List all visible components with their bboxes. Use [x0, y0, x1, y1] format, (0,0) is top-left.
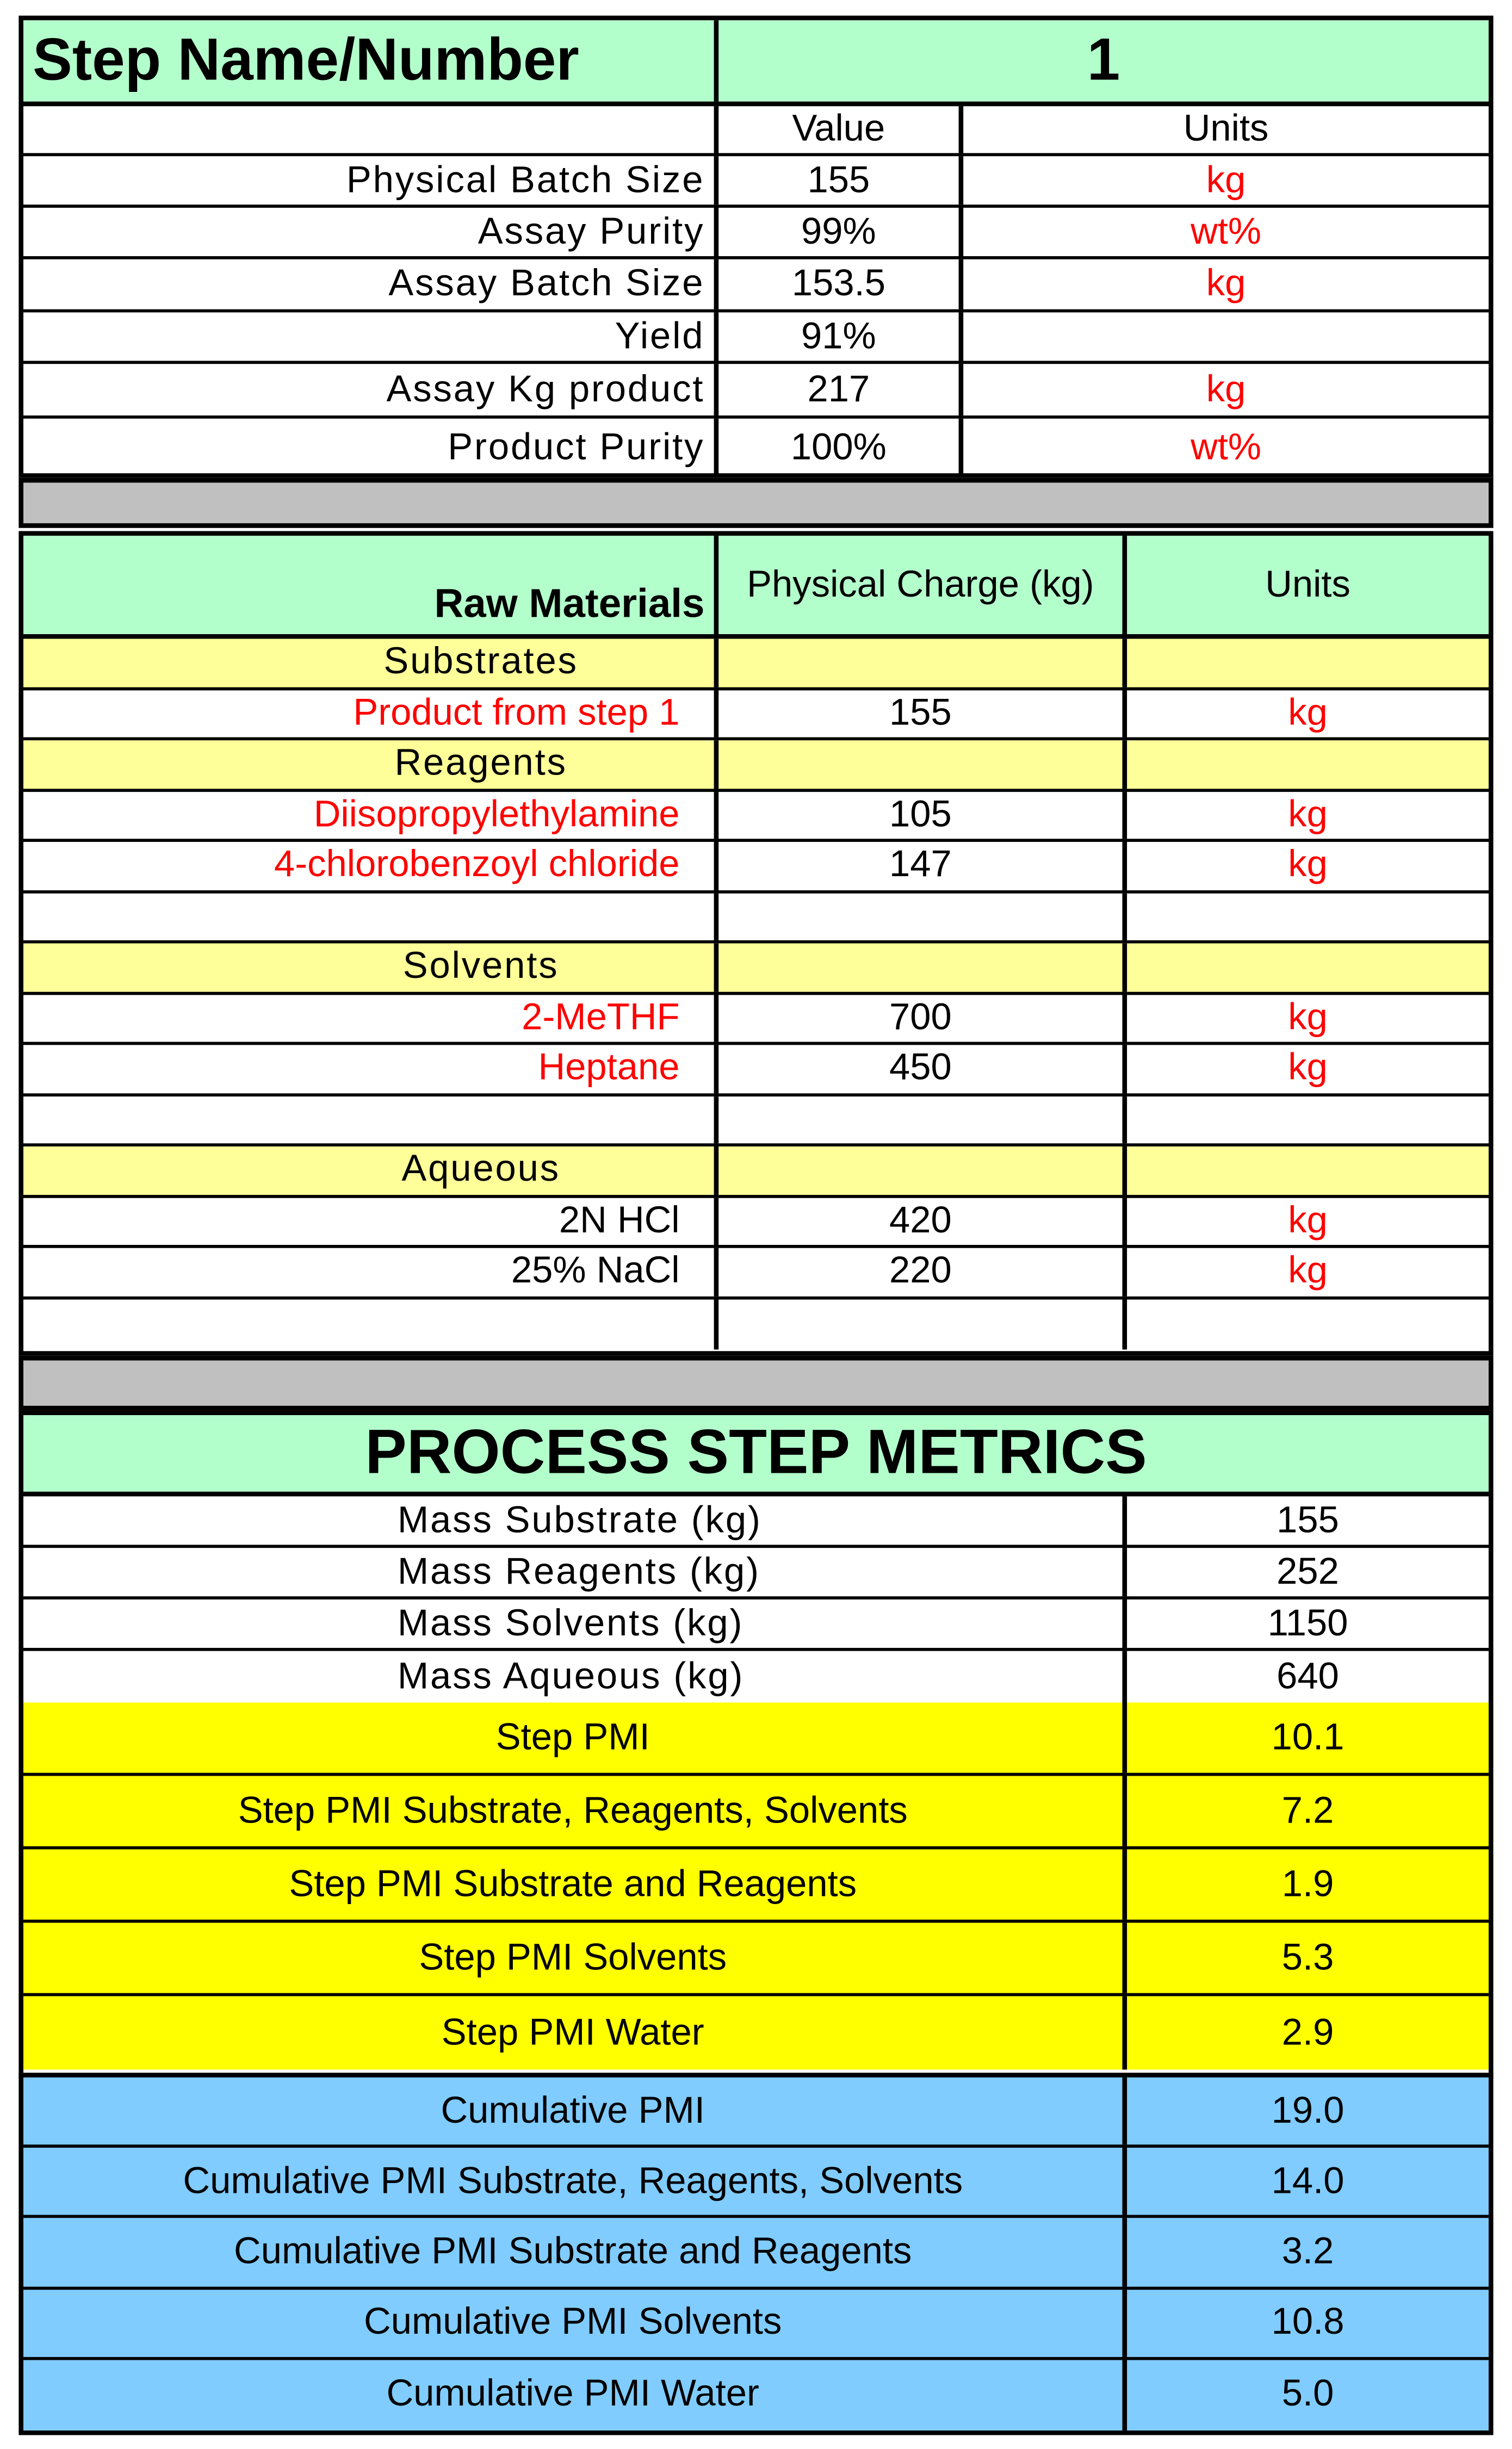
material-charge — [718, 892, 1127, 940]
mass-label: Mass Reagents (kg) — [23, 1548, 1127, 1596]
material-charge: 220 — [718, 1248, 1127, 1296]
material-unit: kg — [1288, 996, 1328, 1039]
material-charge: 420 — [718, 1197, 1127, 1245]
material-unit: kg — [1288, 691, 1328, 734]
material-name — [23, 892, 718, 940]
material-charge — [718, 740, 1127, 788]
step-pmi-row — [23, 1849, 1489, 1923]
mass-label: Mass Solvents (kg) — [23, 1599, 1127, 1648]
material-row — [23, 1045, 1489, 1095]
category-label: Substrates — [23, 639, 718, 687]
material-name — [23, 1299, 718, 1349]
material-name — [23, 1096, 718, 1144]
summary-label: Assay Purity — [23, 208, 718, 256]
col-raw-units: Units — [1265, 563, 1350, 605]
blank-cell — [23, 106, 718, 153]
step-pmi-label: Step PMI Substrate and Reagents — [23, 1849, 1127, 1919]
summary-label: Product Purity — [23, 419, 718, 476]
summary-unit — [963, 312, 1489, 361]
material-unit: kg — [1288, 1250, 1328, 1292]
cumulative-pmi-label: Cumulative PMI Solvents — [23, 2289, 1127, 2357]
summary-row — [23, 312, 1489, 364]
summary-label: Yield — [23, 312, 718, 361]
step-name-label: Step Name/Number — [23, 20, 718, 101]
step-pmi-label: Step PMI — [23, 1702, 1127, 1772]
material-row — [23, 690, 1489, 740]
material-charge: 700 — [718, 994, 1127, 1042]
material-unit: kg — [1288, 1199, 1328, 1242]
material-unit — [1127, 1146, 1489, 1194]
separator-bar — [18, 1356, 1493, 1411]
blank-row — [23, 1096, 1489, 1146]
cumulative-pmi-label: Cumulative PMI Substrate and Reagents — [23, 2218, 1127, 2286]
summary-row — [23, 259, 1489, 313]
summary-value: 153.5 — [718, 259, 963, 309]
cumulative-pmi-value: 3.2 — [1281, 2230, 1334, 2273]
mass-label: Mass Substrate (kg) — [23, 1496, 1127, 1545]
cumulative-pmi-value: 5.0 — [1281, 2373, 1334, 2416]
cumulative-pmi-value: 10.8 — [1271, 2301, 1344, 2343]
step-pmi-row — [23, 1702, 1489, 1776]
step-pmi-value: 5.3 — [1281, 1936, 1334, 1979]
category-label: Reagents — [23, 740, 718, 788]
cumulative-pmi-row — [23, 2078, 1489, 2148]
material-charge: 147 — [718, 842, 1127, 890]
material-row — [23, 994, 1489, 1045]
cumulative-pmi-row — [23, 2218, 1489, 2289]
cumulative-pmi-label: Cumulative PMI — [23, 2078, 1127, 2145]
separator-bar — [18, 478, 1493, 528]
cumulative-pmi-value: 14.0 — [1271, 2160, 1344, 2202]
material-unit: kg — [1288, 1046, 1328, 1089]
material-row — [23, 791, 1489, 842]
step-pmi-value: 10.1 — [1271, 1715, 1344, 1758]
material-charge — [718, 639, 1127, 687]
col-physical-charge: Physical Charge (kg) — [718, 536, 1127, 634]
summary-label: Physical Batch Size — [23, 156, 718, 204]
mass-row — [23, 1599, 1489, 1651]
material-charge — [718, 1299, 1127, 1349]
material-unit — [1127, 639, 1489, 687]
step-pmi-value: 1.9 — [1281, 1862, 1334, 1905]
cumulative-pmi-row — [23, 2289, 1489, 2360]
col-units: Units — [1183, 108, 1269, 150]
material-row — [23, 1248, 1489, 1299]
material-unit — [1127, 944, 1489, 991]
material-unit: kg — [1288, 844, 1328, 886]
material-name: Heptane — [23, 1045, 718, 1093]
mass-value: 640 — [1276, 1654, 1339, 1697]
material-unit: kg — [1288, 793, 1328, 835]
material-charge — [718, 944, 1127, 991]
cumulative-pmi-row — [23, 2148, 1489, 2219]
category-row — [23, 639, 1489, 690]
material-unit — [1127, 1299, 1489, 1349]
summary-row — [23, 364, 1489, 419]
blank-row — [23, 1299, 1489, 1349]
step-pmi-value: 7.2 — [1281, 1789, 1334, 1832]
summary-unit: kg — [1206, 368, 1246, 410]
mass-row — [23, 1496, 1489, 1548]
summary-label: Assay Kg product — [23, 364, 718, 416]
category-row — [23, 944, 1489, 994]
summary-value: 217 — [718, 364, 963, 416]
summary-col-header — [23, 106, 1489, 156]
material-charge — [718, 1146, 1127, 1194]
category-label: Aqueous — [23, 1146, 718, 1194]
summary-value: 100% — [718, 419, 963, 476]
cumulative-metrics-table — [18, 2073, 1493, 2435]
summary-unit: wt% — [1191, 425, 1262, 468]
category-row — [23, 1146, 1489, 1197]
summary-unit: wt% — [1191, 210, 1262, 252]
step-pmi-label: Step PMI Water — [23, 1996, 1127, 2069]
summary-label: Assay Batch Size — [23, 259, 718, 309]
cumulative-pmi-label: Cumulative PMI Water — [23, 2360, 1127, 2431]
cumulative-pmi-label: Cumulative PMI Substrate, Reagents, Solvents — [23, 2148, 1127, 2216]
process-step-metrics-table — [18, 1410, 1493, 2079]
summary-row — [23, 419, 1489, 476]
material-name: 4-chlorobenzoyl chloride — [23, 842, 718, 890]
material-name: 25% NaCl — [23, 1248, 718, 1296]
blank-row — [23, 892, 1489, 943]
material-unit — [1127, 740, 1489, 788]
summary-value: 99% — [718, 208, 963, 256]
summary-row — [23, 208, 1489, 259]
raw-materials-header — [23, 536, 1489, 639]
summary-unit: kg — [1206, 262, 1246, 305]
mass-row — [23, 1548, 1489, 1599]
material-charge: 450 — [718, 1045, 1127, 1093]
raw-materials-table — [18, 531, 1493, 1355]
metrics-title: PROCESS STEP METRICS — [23, 1415, 1489, 1496]
summary-row — [23, 156, 1489, 208]
material-unit — [1127, 892, 1489, 940]
step-pmi-value: 2.9 — [1281, 2011, 1334, 2054]
category-row — [23, 740, 1489, 791]
cumulative-pmi-value: 19.0 — [1271, 2089, 1344, 2132]
step-pmi-label: Step PMI Solvents — [23, 1923, 1127, 1993]
material-charge — [718, 1096, 1127, 1144]
cumulative-pmi-row — [23, 2360, 1489, 2431]
mass-value: 252 — [1276, 1550, 1339, 1593]
step-summary-table — [18, 16, 1493, 478]
step-header-row — [23, 20, 1489, 106]
category-label: Solvents — [23, 944, 718, 991]
summary-unit: kg — [1206, 158, 1246, 201]
material-charge: 155 — [718, 690, 1127, 737]
material-name: Diisopropylethylamine — [23, 791, 718, 839]
material-name: 2-MeTHF — [23, 994, 718, 1042]
material-name: 2N HCl — [23, 1197, 718, 1245]
step-pmi-row — [23, 1923, 1489, 1996]
mass-value: 155 — [1276, 1498, 1339, 1541]
summary-value: 91% — [718, 312, 963, 361]
col-value: Value — [718, 106, 963, 153]
material-unit — [1127, 1096, 1489, 1144]
material-row — [23, 1197, 1489, 1248]
step-pmi-row — [23, 1776, 1489, 1849]
material-row — [23, 842, 1489, 892]
step-number: 1 — [1087, 27, 1120, 93]
step-pmi-label: Step PMI Substrate, Reagents, Solvents — [23, 1776, 1127, 1846]
mass-value: 1150 — [1267, 1602, 1348, 1644]
material-name: Product from step 1 — [23, 690, 718, 737]
mass-label: Mass Aqueous (kg) — [23, 1651, 1127, 1703]
col-raw-materials: Raw Materials — [23, 536, 718, 634]
summary-value: 155 — [718, 156, 963, 204]
material-charge: 105 — [718, 791, 1127, 839]
step-pmi-row — [23, 1996, 1489, 2069]
mass-row — [23, 1651, 1489, 1703]
